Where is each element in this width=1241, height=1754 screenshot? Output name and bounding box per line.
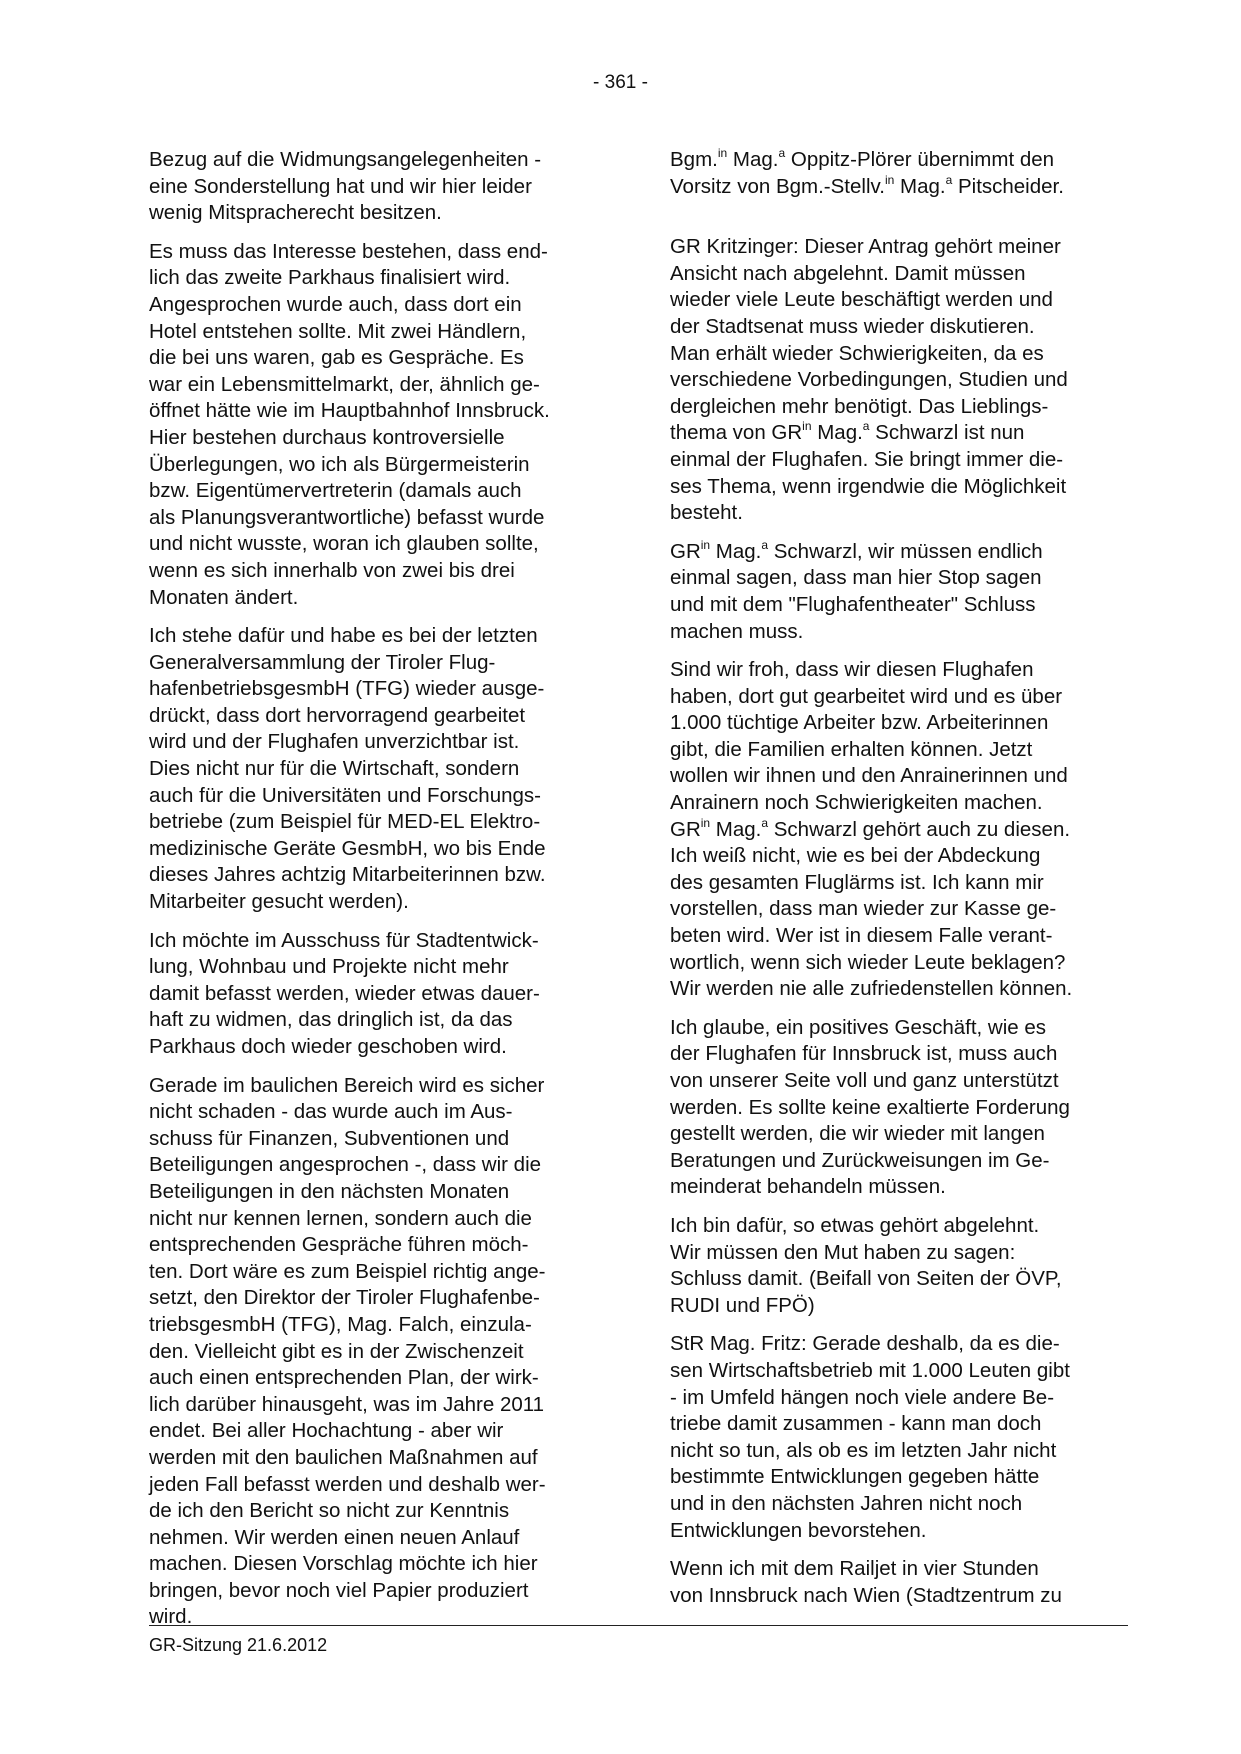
froh-paragraph: Sind wir froh, dass wir diesen Flughafen haben, dort gut gearbeitet wird und es über 1.000 tüchtige Arbeiter bzw. Arbeiterinnen gibt, die Familien erhalten können. Jetzt wollen wir ihnen und den Anrainerinnen und Anrainern noch Schwierigkeiten machen. $GR^{in}$ Mag.$^a$ Schwarzl gehört auch zu diesen. Ich weiß nicht, wie es bei der Abdeckung des gesamten Fluglärms ist. Ich kann mir vorstellen, dass man wieder zur Kasse ge- beten wird. Wer ist in diesem Falle verant- wortlich, wenn sich wieder Leute beklagen? Wir werden nie alle zufriedenstellen können.: [670, 658, 1073, 1001]
paragraph: Bezug auf die Widmungsangelegenheiten - eine Sonderstellung hat und wir hier leider wenig Mitspracherecht besitzen.: [149, 148, 542, 225]
paragraph: Ich glaube, ein positives Geschäft, wie es der Flughafen für Innsbruck ist, muss auch von unserer Seite voll und ganz unterstützt werden. Es sollte keine exaltierte Forderung gestellt werden, die wir wieder mit langen Beratungen und Zurückweisungen im Ge- meinderat behandeln müssen.: [670, 1015, 1070, 1199]
fritz-paragraph: StR Mag. Fritz: Gerade deshalb, da es die- sen Wirtschaftsbetrieb mit 1.000 Leuten gibt - im Umfeld hängen noch viele andere Be- triebe damit zusammen - kann man doch nicht so tun, als ob es im letzten Jahr nicht bestimmte Entwicklungen gegeben hätte und in den nächsten Jahren nicht noch Entwicklungen bevorstehen.: [670, 1332, 1070, 1542]
paragraph: Ich bin dafür, so etwas gehört abgelehnt. Wir müssen den Mut haben zu sagen: Schluss damit. (Beifall von Seiten der ÖVP, RUDI und FPÖ): [670, 1213, 1062, 1317]
paragraph: Ich stehe dafür und habe es bei der letzten Generalversammlung der Tiroler Flug- hafenbetriebsgesmbH (TFG) wieder ausge- drückt, dass dort hervorragend gearbeitet wird und der Flughafen unverzichtbar ist. Dies nicht nur für die Wirtschaft, sondern auch für die Universitäten und Forschungs- betriebe (zum Beispiel für MED-EL Elektro- medizinische Geräte GesmbH, wo bis Ende dieses Jahres achtzig Mitarbeiterinnen bzw. Mitarbeiter gesucht werden).: [149, 624, 546, 914]
paragraph: Ich möchte im Ausschuss für Stadtentwick- lung, Wohnbau und Projekte nicht mehr damit befasst werden, wieder etwas dauer- haft zu widmen, das dringlich ist, da das Parkhaus doch wieder geschoben wird.: [149, 928, 540, 1058]
page-number: - 361 -: [593, 72, 648, 93]
left-column: [149, 147, 601, 1643]
right-column: [670, 147, 1128, 1621]
chair-change-paragraph: Bgm.$^{in}$ Mag.$^a$ Oppitz-Plörer übernimmt den Vorsitz von Bgm.-Stellv.$^{in}$ Mag.$^a$ Pitscheider.: [670, 146, 1064, 198]
schwarzl-address-paragraph: $GR^{in}$ Mag.$^a$ Schwarzl, wir müssen endlich einmal sagen, dass man hier Stop sagen und mit dem "Flughafentheater" Schluss machen muss.: [670, 537, 1043, 643]
paragraph: Wenn ich mit dem Railjet in vier Stunden von Innsbruck nach Wien (Stadtzentrum zu: [670, 1557, 1062, 1607]
footer-divider: [149, 1625, 1128, 1626]
paragraph: Gerade im baulichen Bereich wird es sicher nicht schaden - das wurde auch im Aus- schuss für Finanzen, Subventionen und Beteiligungen angesprochen -, dass wir die Beteiligungen in den nächsten Monaten nicht nur kennen lernen, sondern auch die entsprechenden Gespräche führen möch- ten. Dort wäre es zum Beispiel richtig ange- setzt, den Direktor der Tiroler Flughafenbe- triebsgesmbH (TFG), Mag. Falch, einzula- den. Vielleicht gibt es in der Zwischenzeit auch einen entsprechenden Plan, der wirk- lich darüber hinausgeht, was im Jahre 2011 endet. Bei aller Hochachtung - aber wir werden mit den baulichen Maßnahmen auf jeden Fall befasst werden und deshalb wer- de ich den Bericht so nicht zur Kenntnis nehmen. Wir werden einen neuen Anlauf machen. Diesen Vorschlag möchte ich hier bringen, bevor noch viel Papier produziert wird.: [149, 1073, 546, 1629]
kritzinger-paragraph: GR Kritzinger: Dieser Antrag gehört meiner Ansicht nach abgelehnt. Damit müssen wieder viele Leute beschäftigt werden und der Stadtsenat muss wieder diskutieren. Man erhält wieder Schwierigkeiten, da es verschiedene Vorbedingungen, Studien und dergleichen mehr benötigt. Das Lieblings- thema von $GR^{in}$ Mag.$^a$ Schwarzl ist nun einmal der Flughafen. Sie bringt immer die- ses Thema, wenn irgendwie die Möglichkeit besteht.: [670, 235, 1068, 525]
paragraph: Es muss das Interesse bestehen, dass end- lich das zweite Parkhaus finalisiert wird. Angesprochen wurde auch, dass dort ein Hotel entstehen sollte. Mit zwei Händlern, die bei uns waren, gab es Gespräche. Es war ein Lebensmittelmarkt, der, ähnlich ge- öffnet hätte wie im Hauptbahnhof Innsbruck. Hier bestehen durchaus kontroversielle Überlegungen, wo ich als Bürgermeisterin bzw. Eigentümervertreterin (damals auch als Planungsverantwortliche) befasst wurde und nicht wusste, woran ich glauben sollte, wenn es sich innerhalb von zwei bis drei Monaten ändert.: [149, 239, 550, 609]
footer-session-date: GR-Sitzung 21.6.2012: [149, 1635, 328, 1655]
